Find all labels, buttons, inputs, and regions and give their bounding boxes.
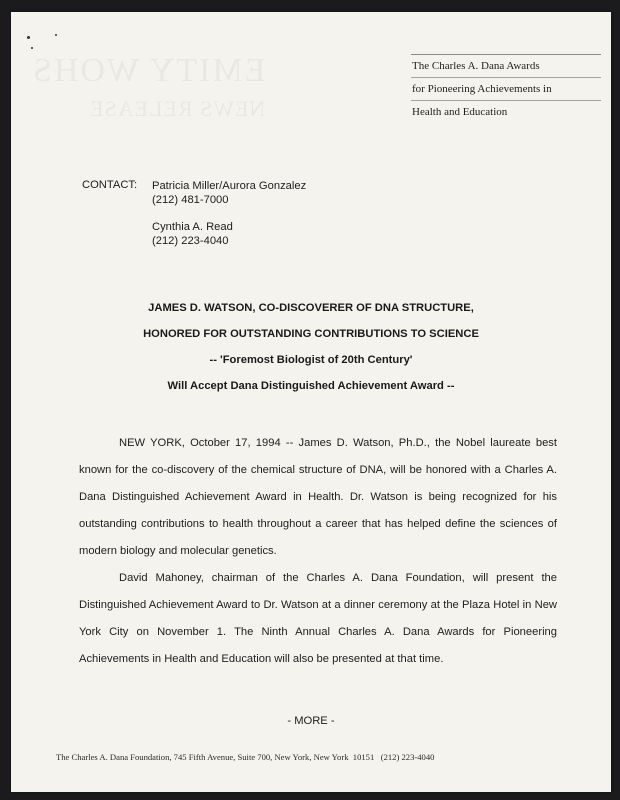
paper-speck bbox=[55, 34, 57, 36]
contact-name-1: Patricia Miller/Aurora Gonzalez bbox=[152, 180, 307, 192]
body-paragraph-1: NEW YORK, October 17, 1994 -- James D. Watson, Ph.D., the Nobel laureate best known for the co-discovery of the chemical structure of DNA, will be honored with a Charles A. Dana Distinguished Achievement Award in Health. Dr. Watson is being recognized for his outstanding contributions to health throughout a career that has helped define the sciences of modern biology and molecular genetics. bbox=[79, 437, 557, 557]
headline-line-4: Will Accept Dana Distinguished Achievement Award -- bbox=[167, 380, 455, 392]
letterhead bbox=[411, 54, 601, 123]
headline-line-3: -- 'Foremost Biologist of 20th Century' bbox=[209, 354, 413, 366]
headline-block bbox=[11, 299, 611, 403]
footer-address: The Charles A. Dana Foundation, 745 Fifth Avenue, Suite 700, New York, New York 10151 (212) 223-4040 bbox=[56, 752, 435, 762]
contact-name-2: Cynthia A. Read bbox=[152, 221, 233, 233]
contact-block bbox=[82, 179, 306, 248]
press-release-body bbox=[79, 430, 557, 673]
more-indicator: - MORE - bbox=[287, 715, 335, 727]
body-paragraph-2: David Mahoney, chairman of the Charles A. Dana Foundation, will present the Distinguished Achievement Award to Dr. Watson at a dinner ceremony at the Plaza Hotel in New York City on November 1. The Ninth Annual Charles A. Dana Awards for Pioneering Achievements in Health and Education will also be presented at that time. bbox=[79, 572, 557, 665]
contact-label: CONTACT: bbox=[82, 179, 138, 191]
headline-line-1: JAMES D. WATSON, CO-DISCOVERER OF DNA STRUCTURE, bbox=[148, 302, 474, 314]
letterhead-line-2: for Pioneering Achievements in bbox=[411, 78, 601, 101]
letterhead-line-1: The Charles A. Dana Awards bbox=[411, 55, 601, 78]
contact-phone-1: (212) 481-7000 bbox=[152, 194, 229, 206]
paper-speck bbox=[27, 36, 30, 39]
headline-line-2: HONORED FOR OUTSTANDING CONTRIBUTIONS TO SCIENCE bbox=[143, 328, 479, 340]
bleed-through-shadow bbox=[31, 52, 265, 122]
contact-phone-2: (212) 223-4040 bbox=[152, 235, 229, 247]
document-page bbox=[11, 12, 611, 792]
paper-speck bbox=[31, 47, 33, 49]
letterhead-line-3: Health and Education bbox=[412, 106, 508, 118]
